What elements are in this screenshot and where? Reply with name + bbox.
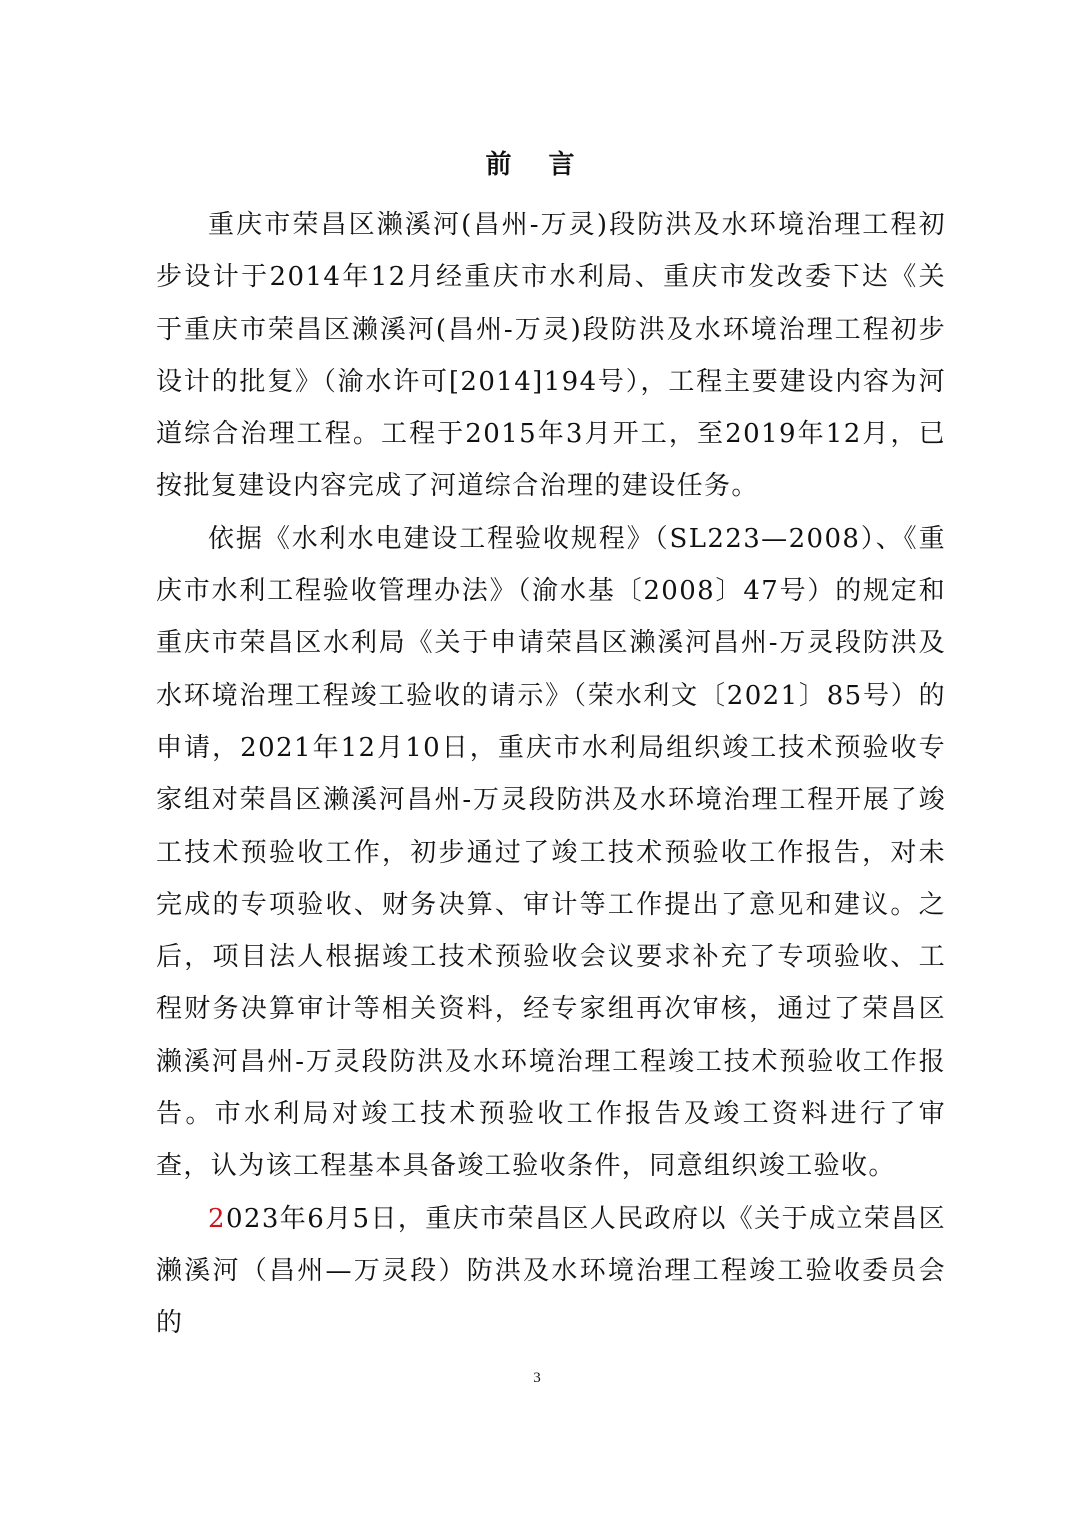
page-number: 3 xyxy=(533,1370,541,1386)
highlighted-first-character: 2 xyxy=(208,1203,226,1234)
paragraph-1: 重庆市荣昌区濑溪河(昌州-万灵)段防洪及水环境治理工程初步设计于2014年12月经重庆市水利局、重庆市发改委下达《关于重庆市荣昌区濑溪河(昌州-万灵)段防洪及水环境治理工程初步设计的批复》（渝水许可[2014]194号），工程主要建设内容为河道综合治理工程。工程于2015年3月开工，至2019年12月，已按批复建设内容完成了河道综合治理的建设任务。 xyxy=(156,210,946,502)
paragraph-3-text: 023年6月5日，重庆市荣昌区人民政府以《关于成立荣昌区濑溪河（昌州—万灵段）防洪及水环境治理工程竣工验收委员会的 xyxy=(156,1203,946,1339)
paragraph-2: 依据《水利水电建设工程验收规程》（SL223—2008）、《重庆市水利工程验收管理办法》（渝水基〔2008〕47号）的规定和重庆市荣昌区水利局《关于申请荣昌区濑溪河昌州-万灵段防洪及水环境治理工程竣工验收的请示》（荣水利文〔2021〕85号）的申请，2021年12月10日，重庆市水利局组织竣工技术预验收专家组对荣昌区濑溪河昌州-万灵段防洪及水环境治理工程开展了竣工技术预验收工作，初步通过了竣工技术预验收工作报告，对未完成的专项验收、财务决算、审计等工作提出了意见和建议。之后，项目法人根据竣工技术预验收会议要求补充了专项验收、工程财务决算审计等相关资料，经专家组再次审核，通过了荣昌区濑溪河昌州-万灵段防洪及水环境治理工程竣工技术预验收工作报告。市水利局对竣工技术预验收工作报告及竣工资料进行了审查，认为该工程基本具备竣工验收条件，同意组织竣工验收。 xyxy=(156,523,946,1182)
page-title: 前 言 xyxy=(485,150,589,180)
body-text xyxy=(156,199,946,1350)
paragraph-3 xyxy=(156,1193,946,1350)
